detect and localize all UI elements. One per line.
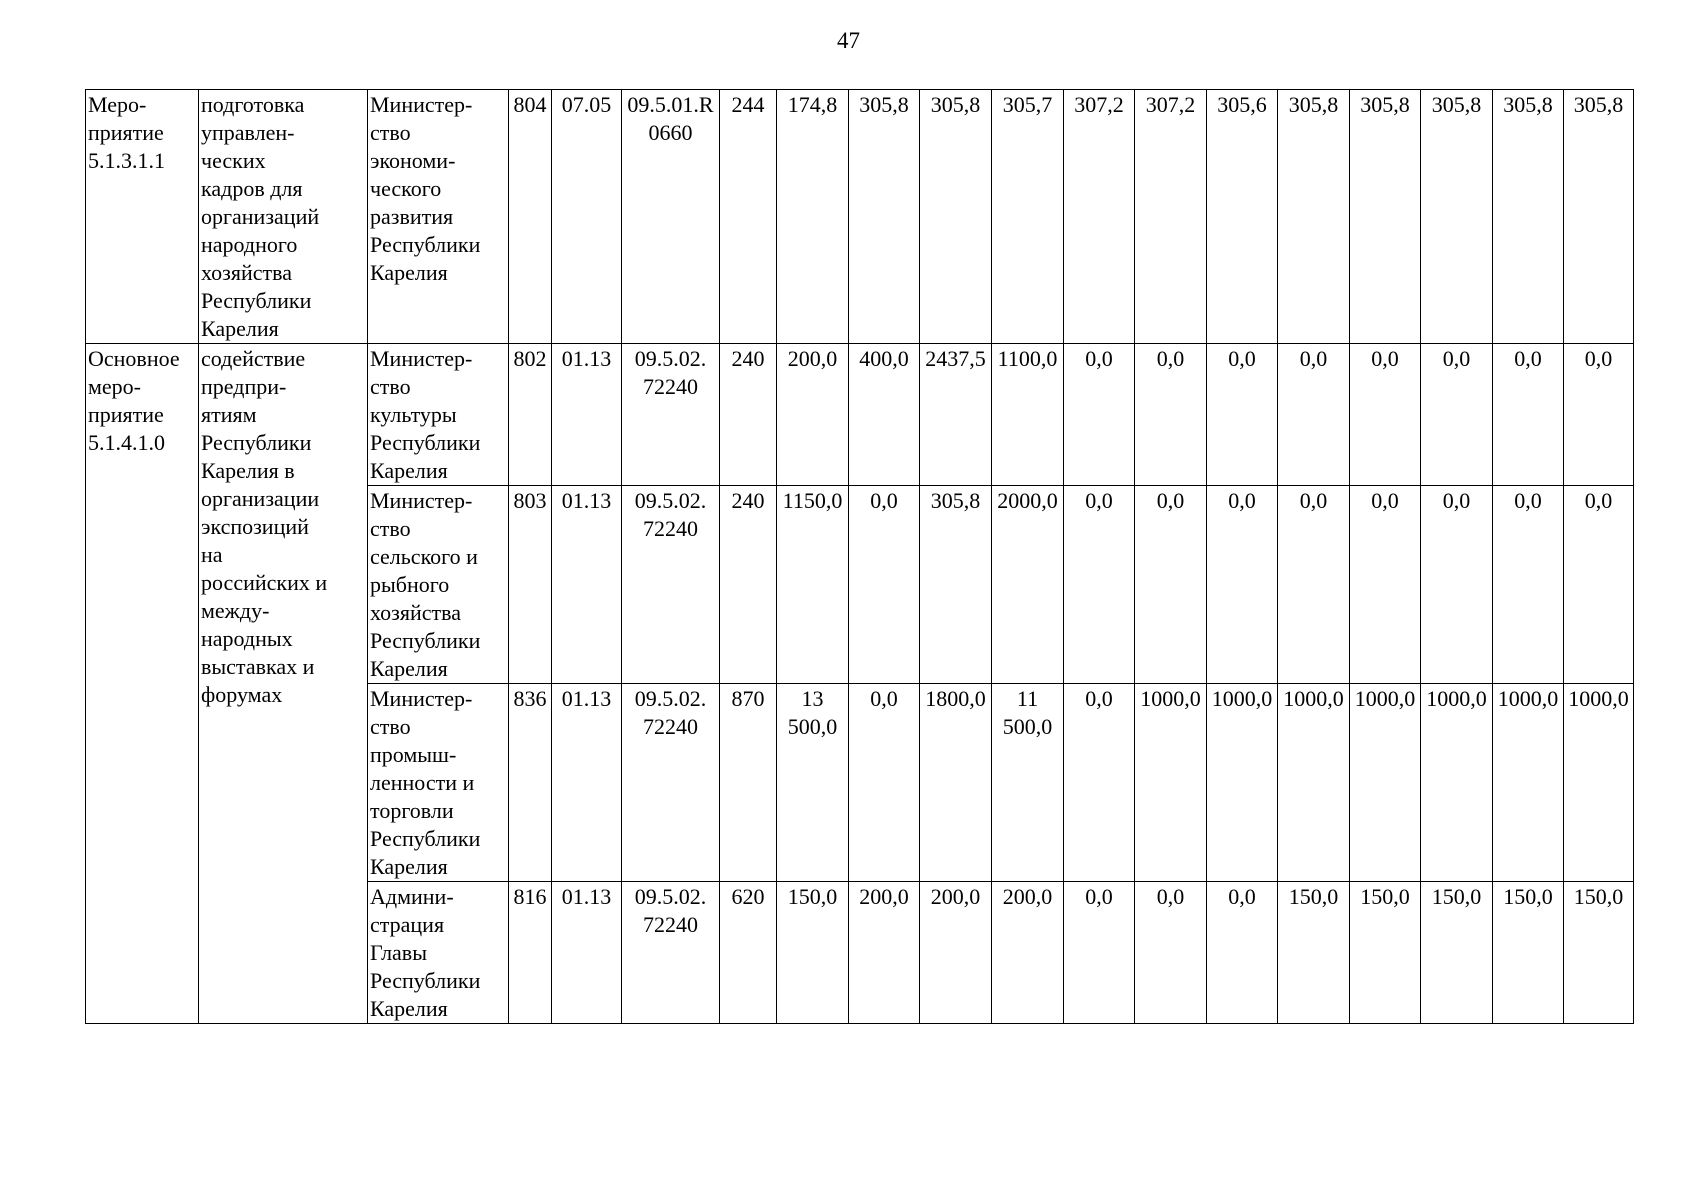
value-cell-text: 1100,0 xyxy=(997,346,1058,371)
value-cell-text: 0,0 xyxy=(1371,346,1399,371)
value-cell xyxy=(777,882,849,1024)
value-cell-text: 1000,0 xyxy=(1283,686,1344,711)
grbs-cell-text: 802 xyxy=(513,346,547,371)
value-cell xyxy=(1135,486,1207,684)
value-cell xyxy=(849,882,920,1024)
name-cell xyxy=(199,90,368,344)
executor-cell xyxy=(368,344,509,486)
value-cell xyxy=(1350,486,1421,684)
value-cell xyxy=(1064,684,1135,882)
value-cell-text: 0,0 xyxy=(870,686,898,711)
value-cell-text: 307,2 xyxy=(1074,92,1124,117)
value-cell-text: 0,0 xyxy=(1085,488,1113,513)
value-cell-text: 0,0 xyxy=(1299,488,1328,513)
value-cell-text: 1000,0 xyxy=(1568,686,1629,711)
value-cell-text: 305,8 xyxy=(1431,92,1482,117)
value-cell-text: 1800,0 xyxy=(925,686,986,711)
value-cell-text: 2000,0 xyxy=(997,488,1058,513)
page-number: 47 xyxy=(837,28,860,53)
value-cell xyxy=(1350,344,1421,486)
value-cell xyxy=(992,882,1064,1024)
value-cell xyxy=(1207,486,1278,684)
value-cell-text: 200,0 xyxy=(930,884,981,909)
value-cell-text: 0,0 xyxy=(1299,346,1328,371)
value-cell xyxy=(992,344,1064,486)
table-body xyxy=(86,90,1634,1024)
value-cell-text: 150,0 xyxy=(1503,884,1553,909)
vr-cell xyxy=(720,344,777,486)
rzpr-cell xyxy=(552,344,622,486)
value-cell-text: 0,0 xyxy=(1085,686,1113,711)
value-cell-text: 305,6 xyxy=(1217,92,1267,117)
executor-cell-text: Министер- ство сельского и рыбного хозяйства Республики Карелия xyxy=(370,488,481,681)
value-cell-text: 0,0 xyxy=(1085,884,1113,909)
value-cell-text: 150,0 xyxy=(787,884,838,909)
value-cell xyxy=(920,90,992,344)
name-cell xyxy=(199,344,368,1024)
value-cell-text: 1000,0 xyxy=(1140,686,1201,711)
value-cell-text: 1000,0 xyxy=(1211,686,1273,711)
value-cell-text: 305,8 xyxy=(1288,92,1339,117)
rzpr-cell xyxy=(552,90,622,344)
value-cell-text: 400,0 xyxy=(859,346,909,371)
value-cell xyxy=(1493,344,1564,486)
value-cell-text: 0,0 xyxy=(1584,488,1613,513)
value-cell xyxy=(1278,882,1350,1024)
value-cell xyxy=(1135,90,1207,344)
value-cell xyxy=(1278,486,1350,684)
value-cell-text: 150,0 xyxy=(1360,884,1410,909)
table-row xyxy=(86,344,1634,486)
value-cell-text: 305,8 xyxy=(1360,92,1410,117)
value-cell-text: 1000,0 xyxy=(1497,686,1559,711)
csr-cell-text: 09.5.02. 72240 xyxy=(634,488,707,541)
value-cell-text: 0,0 xyxy=(1156,884,1185,909)
value-cell-text: 2437,5 xyxy=(925,346,986,371)
value-cell-text: 0,0 xyxy=(1156,346,1185,371)
value-cell xyxy=(992,684,1064,882)
status-cell xyxy=(86,90,199,344)
value-cell-text: 0,0 xyxy=(870,488,898,513)
vr-cell xyxy=(720,486,777,684)
value-cell xyxy=(1421,344,1493,486)
csr-cell-text: 09.5.02. 72240 xyxy=(634,884,707,937)
value-cell-text: 0,0 xyxy=(1228,488,1256,513)
value-cell-text: 305,8 xyxy=(930,488,981,513)
value-cell xyxy=(849,684,920,882)
grbs-cell xyxy=(509,882,552,1024)
rzpr-cell xyxy=(552,486,622,684)
value-cell-text: 13 500,0 xyxy=(787,686,838,739)
executor-cell-text: Админи- страция Главы Республики Карелия xyxy=(370,884,481,1021)
rzpr-cell xyxy=(552,684,622,882)
vr-cell xyxy=(720,90,777,344)
value-cell-text: 305,8 xyxy=(930,92,981,117)
value-cell xyxy=(1564,882,1634,1024)
vr-cell-text: 244 xyxy=(731,92,765,117)
value-cell xyxy=(1135,344,1207,486)
csr-cell xyxy=(622,486,720,684)
value-cell-text: 11 500,0 xyxy=(1002,686,1053,739)
csr-cell-text: 09.5.02. 72240 xyxy=(634,346,707,399)
grbs-cell xyxy=(509,684,552,882)
value-cell xyxy=(1421,486,1493,684)
value-cell xyxy=(1278,684,1350,882)
value-cell xyxy=(1564,684,1634,882)
value-cell xyxy=(1493,684,1564,882)
name-cell-text: подготовка управлен- ческих кадров для организаций народного хозяйства Республики Карелия xyxy=(201,92,320,341)
rzpr-cell-text: 01.13 xyxy=(561,686,612,711)
executor-cell xyxy=(368,90,509,344)
value-cell-text: 0,0 xyxy=(1442,346,1471,371)
value-cell xyxy=(849,90,920,344)
value-cell xyxy=(1135,882,1207,1024)
value-cell xyxy=(1350,882,1421,1024)
value-cell-text: 150,0 xyxy=(1573,884,1624,909)
vr-cell xyxy=(720,882,777,1024)
value-cell xyxy=(777,90,849,344)
value-cell xyxy=(1064,344,1135,486)
value-cell-text: 0,0 xyxy=(1371,488,1399,513)
grbs-cell-text: 836 xyxy=(513,686,547,711)
value-cell-text: 0,0 xyxy=(1584,346,1613,371)
value-cell xyxy=(920,486,992,684)
value-cell xyxy=(1350,684,1421,882)
value-cell-text: 1000,0 xyxy=(1354,686,1416,711)
value-cell xyxy=(920,344,992,486)
value-cell xyxy=(1421,882,1493,1024)
value-cell-text: 150,0 xyxy=(1431,884,1482,909)
executor-cell xyxy=(368,486,509,684)
executor-cell xyxy=(368,882,509,1024)
value-cell-text: 200,0 xyxy=(1002,884,1053,909)
value-cell xyxy=(1064,882,1135,1024)
value-cell xyxy=(920,882,992,1024)
value-cell-text: 0,0 xyxy=(1514,488,1542,513)
value-cell-text: 305,7 xyxy=(1002,92,1053,117)
value-cell-text: 0,0 xyxy=(1228,346,1256,371)
value-cell-text: 0,0 xyxy=(1156,488,1185,513)
value-cell-text: 1150,0 xyxy=(782,488,843,513)
value-cell xyxy=(1564,90,1634,344)
value-cell-text: 305,8 xyxy=(1503,92,1553,117)
budget-table xyxy=(85,89,1634,1024)
value-cell xyxy=(849,486,920,684)
executor-cell xyxy=(368,684,509,882)
value-cell-text: 1000,0 xyxy=(1426,686,1487,711)
grbs-cell-text: 803 xyxy=(513,488,547,513)
value-cell xyxy=(992,90,1064,344)
csr-cell xyxy=(622,90,720,344)
value-cell xyxy=(1350,90,1421,344)
grbs-cell xyxy=(509,344,552,486)
value-cell xyxy=(1493,486,1564,684)
value-cell xyxy=(1064,90,1135,344)
value-cell xyxy=(777,684,849,882)
value-cell-text: 150,0 xyxy=(1288,884,1339,909)
executor-cell-text: Министер- ство экономи- ческого развития Республики Карелия xyxy=(370,92,481,285)
value-cell xyxy=(1493,882,1564,1024)
csr-cell-text: 09.5.01.R 0660 xyxy=(627,92,714,145)
value-cell-text: 0,0 xyxy=(1442,488,1471,513)
value-cell xyxy=(1135,684,1207,882)
value-cell-text: 174,8 xyxy=(787,92,838,117)
csr-cell-text: 09.5.02. 72240 xyxy=(634,686,707,739)
rzpr-cell-text: 07.05 xyxy=(561,92,612,117)
value-cell xyxy=(777,344,849,486)
csr-cell xyxy=(622,684,720,882)
executor-cell-text: Министер- ство культуры Республики Карелия xyxy=(370,346,481,483)
value-cell xyxy=(1421,684,1493,882)
value-cell xyxy=(1207,90,1278,344)
value-cell-text: 0,0 xyxy=(1085,346,1113,371)
status-cell xyxy=(86,344,199,1024)
grbs-cell xyxy=(509,486,552,684)
value-cell xyxy=(1421,90,1493,344)
table-row xyxy=(86,90,1634,344)
status-cell-text: Основное меро- приятие 5.1.4.1.0 xyxy=(88,346,180,455)
value-cell-text: 305,8 xyxy=(859,92,909,117)
executor-cell-text: Министер- ство промыш- ленности и торговли Республики Карелия xyxy=(370,686,481,879)
value-cell-text: 0,0 xyxy=(1514,346,1542,371)
value-cell xyxy=(1564,344,1634,486)
vr-cell-text: 240 xyxy=(731,488,765,513)
rzpr-cell xyxy=(552,882,622,1024)
rzpr-cell-text: 01.13 xyxy=(561,884,612,909)
value-cell xyxy=(1207,882,1278,1024)
grbs-cell-text: 804 xyxy=(513,92,547,117)
grbs-cell xyxy=(509,90,552,344)
value-cell xyxy=(777,486,849,684)
vr-cell-text: 240 xyxy=(731,346,765,371)
vr-cell-text: 620 xyxy=(731,884,765,909)
vr-cell xyxy=(720,684,777,882)
value-cell xyxy=(1278,90,1350,344)
name-cell-text: содействие предпри- ятиям Республики Карелия в организации экспозиций на российских и между- народных выставках и форумах xyxy=(201,346,328,707)
rzpr-cell-text: 01.13 xyxy=(561,488,612,513)
value-cell xyxy=(920,684,992,882)
value-cell xyxy=(1278,344,1350,486)
value-cell-text: 200,0 xyxy=(859,884,909,909)
vr-cell-text: 870 xyxy=(731,686,765,711)
value-cell-text: 305,8 xyxy=(1573,92,1624,117)
value-cell xyxy=(1207,344,1278,486)
value-cell-text: 200,0 xyxy=(787,346,838,371)
value-cell xyxy=(992,486,1064,684)
status-cell-text: Меро- приятие 5.1.3.1.1 xyxy=(88,92,165,173)
csr-cell xyxy=(622,882,720,1024)
value-cell xyxy=(1493,90,1564,344)
rzpr-cell-text: 01.13 xyxy=(561,346,612,371)
value-cell-text: 307,2 xyxy=(1145,92,1196,117)
value-cell xyxy=(1064,486,1135,684)
csr-cell xyxy=(622,344,720,486)
grbs-cell-text: 816 xyxy=(513,884,547,909)
value-cell xyxy=(1207,684,1278,882)
value-cell-text: 0,0 xyxy=(1228,884,1256,909)
value-cell xyxy=(1564,486,1634,684)
value-cell xyxy=(849,344,920,486)
